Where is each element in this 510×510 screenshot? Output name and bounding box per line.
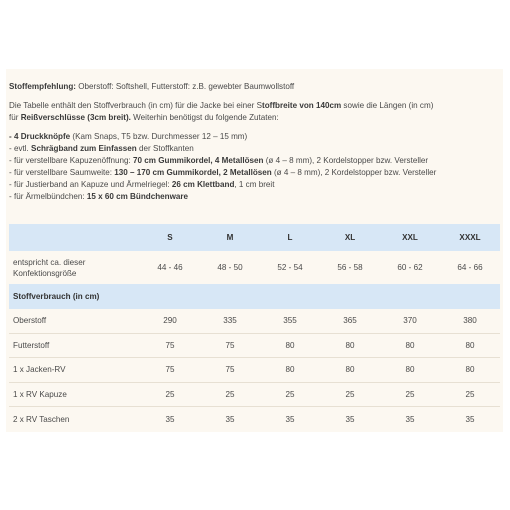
value-cell: 80 bbox=[320, 358, 380, 383]
zipper-note: Reißverschlüsse (3cm breit). bbox=[20, 113, 131, 122]
supply-item bbox=[9, 143, 500, 155]
table-row bbox=[9, 382, 500, 407]
value-cell: 25 bbox=[320, 382, 380, 407]
size-header: XL bbox=[344, 233, 356, 242]
supply-item-text: - evtl. bbox=[9, 144, 32, 153]
value-cell: 25 bbox=[380, 382, 440, 407]
fabric-consumption-table bbox=[9, 224, 500, 431]
size-header: M bbox=[226, 233, 234, 242]
konfektion-label-line: entspricht ca. dieser bbox=[13, 257, 86, 267]
konfektion-cell: 56 - 58 bbox=[337, 263, 363, 272]
value-cell: 80 bbox=[380, 358, 440, 383]
fabric-text: Oberstoff: Softshell, Futterstoff: z.B. gewebter Baumwollstoff bbox=[76, 82, 295, 91]
value-cell: 25 bbox=[260, 382, 320, 407]
konfektion-cell: 48 - 50 bbox=[217, 263, 243, 272]
size-header: L bbox=[287, 233, 293, 242]
value-cell: 75 bbox=[140, 358, 200, 383]
value-cell: 25 bbox=[440, 382, 500, 407]
value-cell: 380 bbox=[440, 309, 500, 333]
value-cell: 75 bbox=[140, 333, 200, 358]
value-cell: 80 bbox=[440, 333, 500, 358]
size-header: XXXL bbox=[459, 233, 481, 242]
value-cell: 80 bbox=[320, 333, 380, 358]
row-label: Futterstoff bbox=[9, 333, 140, 358]
section-header-row bbox=[9, 284, 500, 309]
value-cell: 35 bbox=[405, 414, 415, 424]
pattern-info-card bbox=[6, 69, 503, 432]
supply-item-text: - für verstellbare Saumweite: bbox=[9, 168, 115, 177]
supply-item-bold: 130 – 170 cm Gummikordel, 2 Metallösen bbox=[114, 168, 272, 177]
supply-item-text: (ø 4 – 8 mm), 2 Kordelstopper bzw. Versteller bbox=[263, 156, 429, 165]
supply-item bbox=[9, 131, 500, 143]
row-label: 2 x RV Taschen bbox=[13, 414, 70, 424]
para-text: Die Tabelle enthält den Stoffverbrauch (in cm) für die Jacke bei einer S bbox=[9, 101, 262, 110]
paragraph-line-1 bbox=[9, 100, 500, 112]
supply-item-bold: Schrägband zum Einfassen bbox=[31, 144, 137, 153]
table-row bbox=[9, 407, 500, 431]
konfektion-row bbox=[9, 251, 500, 284]
fabric-width: toffbreite von 140cm bbox=[262, 101, 342, 110]
value-cell: 365 bbox=[320, 309, 380, 333]
value-cell: 35 bbox=[465, 414, 475, 424]
row-label: Oberstoff bbox=[9, 309, 140, 333]
paragraph-line-2 bbox=[9, 112, 500, 124]
value-cell: 35 bbox=[345, 414, 355, 424]
value-cell: 80 bbox=[260, 358, 320, 383]
supply-item bbox=[9, 155, 500, 167]
supply-item-text: (ø 4 – 8 mm), 2 Kordelstopper bzw. Versteller bbox=[271, 168, 437, 177]
size-header-row bbox=[9, 224, 500, 251]
fabric-label: Stoffempfehlung: bbox=[9, 82, 76, 91]
supply-item bbox=[9, 179, 500, 191]
row-label: 1 x Jacken-RV bbox=[9, 358, 140, 383]
size-header: S bbox=[167, 233, 173, 242]
intro-text bbox=[9, 69, 500, 203]
value-cell: 35 bbox=[285, 414, 295, 424]
para-text: Weiterhin benötigst du folgende Zutaten: bbox=[130, 113, 279, 122]
value-cell: 25 bbox=[140, 382, 200, 407]
value-cell: 75 bbox=[200, 333, 260, 358]
value-cell: 75 bbox=[200, 358, 260, 383]
supply-item-text: der Stoffkanten bbox=[136, 144, 194, 153]
value-cell: 25 bbox=[200, 382, 260, 407]
value-cell: 80 bbox=[260, 333, 320, 358]
header-empty-cell bbox=[9, 224, 140, 251]
supply-item-bold: - 4 Druckknöpfe bbox=[9, 132, 71, 141]
value-cell: 80 bbox=[380, 333, 440, 358]
value-cell: 290 bbox=[140, 309, 200, 333]
konfektion-label-line: Konfektionsgröße bbox=[13, 268, 77, 278]
row-label: 1 x RV Kapuze bbox=[9, 382, 140, 407]
supply-item bbox=[9, 167, 500, 179]
supply-item-text: (Kam Snaps, T5 bzw. Durchmesser 12 – 15 mm) bbox=[70, 132, 248, 141]
konfektion-label bbox=[9, 251, 140, 284]
value-cell: 35 bbox=[225, 414, 235, 424]
value-cell: 370 bbox=[380, 309, 440, 333]
para-text: sowie die Längen (in cm) bbox=[341, 101, 434, 110]
section-title: Stoffverbrauch (in cm) bbox=[13, 292, 100, 301]
table-row bbox=[9, 333, 500, 358]
value-cell: 35 bbox=[165, 414, 175, 424]
supply-item-bold: 26 cm Klettband bbox=[171, 180, 235, 189]
value-cell: 335 bbox=[200, 309, 260, 333]
fabric-recommendation bbox=[9, 81, 500, 93]
supply-item-text: - für verstellbare Kapuzenöffnung: bbox=[9, 156, 134, 165]
table-row bbox=[9, 309, 500, 333]
konfektion-cell: 44 - 46 bbox=[157, 263, 183, 272]
value-cell: 355 bbox=[260, 309, 320, 333]
supply-item-text: - für Ärmelbündchen: bbox=[9, 192, 87, 201]
supply-item-bold: 70 cm Gummikordel, 4 Metallösen bbox=[133, 156, 264, 165]
table-row bbox=[9, 358, 500, 383]
para-text: für bbox=[9, 113, 21, 122]
supply-item-text: - für Justierband an Kapuze und Ärmelriegel: bbox=[9, 180, 172, 189]
size-header: XXL bbox=[402, 233, 418, 242]
supply-item bbox=[9, 191, 500, 203]
konfektion-cell: 64 - 66 bbox=[457, 263, 483, 272]
supply-item-text: , 1 cm breit bbox=[234, 180, 275, 189]
konfektion-cell: 60 - 62 bbox=[397, 263, 423, 272]
supply-item-bold: 15 x 60 cm Bündchenware bbox=[86, 192, 189, 201]
konfektion-cell: 52 - 54 bbox=[277, 263, 303, 272]
value-cell: 80 bbox=[440, 358, 500, 383]
